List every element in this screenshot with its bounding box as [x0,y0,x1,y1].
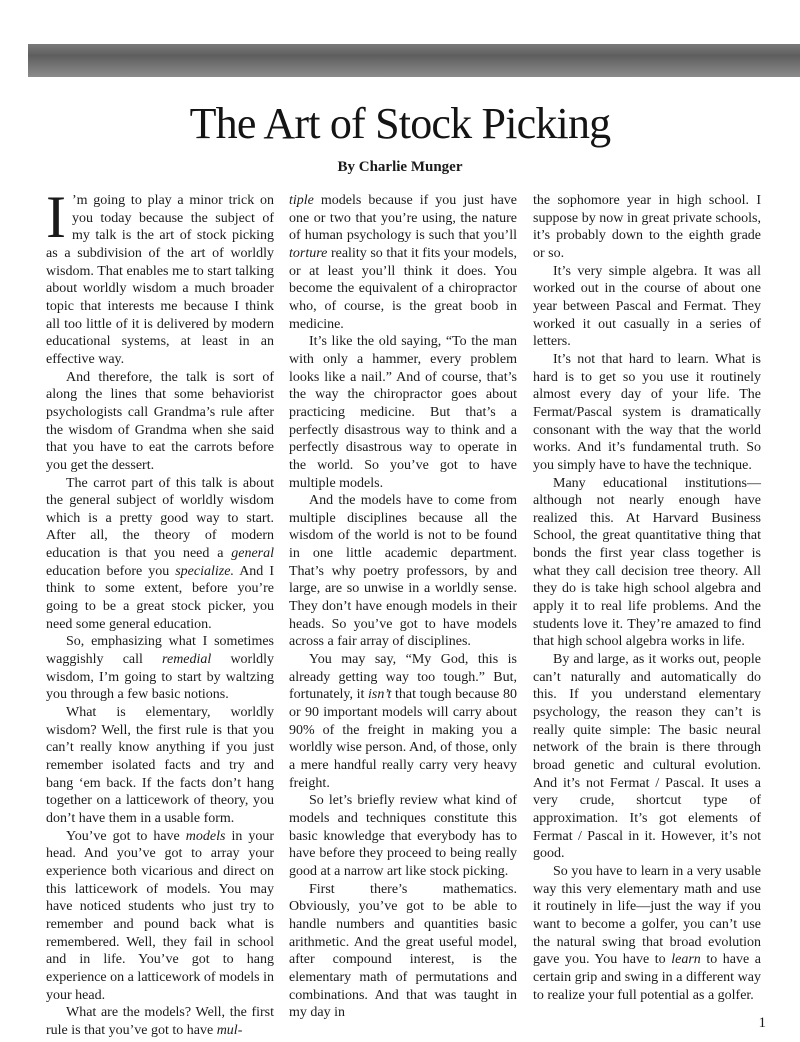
column-2 [289,192,517,1022]
drop-cap: I [46,184,66,250]
paragraph-text: ’m going to play a minor trick on you today because the subject of my talk is the art of stock picking as a subdivision of the art of worldly wisdom. That enables me to start talking about worldly wisdom a much broader topic that interests me because I think all too little of it is delivered by modern educational systems, at least in an effective way. [46,193,274,367]
column-1 [46,184,274,1040]
paragraph: It’s very simple algebra. It was all worked out in the course of about one year between Pascal and Fermat. They worked it out casually in a series of letters. [533,263,761,350]
paragraph-text: to have a certain grip and swing in a different way to realize your full potential as a golfer. [533,952,762,1003]
byline: By Charlie Munger [337,159,463,175]
paragraph-text: And I think to some extent, before you’re going to be a great stock picker, you need some general education. [46,563,274,632]
emphasis: remedial [162,652,212,668]
paragraph [46,184,274,369]
paragraph: It’s like the old saying, “To the man with only a hammer, every problem looks like a nail.” And of course, that’s the way the chiropractor goes about practicing medicine. But that’s a perfectly disastrous way to think and a perfectly disastrous way to operate in the world. So you’ve got to have multiple models. [289,334,517,491]
paragraph [46,633,274,704]
paragraph-text: So, emphasizing what I sometimes waggishly call [46,634,274,668]
emphasis: general [231,546,274,562]
paragraph-text: in your head. And you’ve got to array your experience both vicarious and direct on this latticework of models. You may have noticed students who just try to remember and pound back what is remembered. Well, they fail in school and in life. You’ve got to hang experience on a latticework of models in your head. [46,828,274,1003]
emphasis: torture [289,245,328,261]
paragraph: What is elementary, worldly wisdom? Well, the first rule is that you can’t really know anything if you just remember isolated facts and try and bang ‘em back. If the facts don’t hang together on a latticework of theory, you don’t have them in a usable form. [46,705,274,826]
paragraph: And the models have to come from multiple disciplines because all the wisdom of the world is not to be found in one little academic department. That’s why poetry professors, by and large, are so unwise in a worldly sense. They don’t have enough models in their heads. So you’ve got to have models across a fair array of disciplines. [289,493,517,650]
paragraph-text: models because if you just have one or two that you’re using, the nature of human psychology is such that you’ll [289,193,517,244]
paragraph: First there’s mathematics. Obviously, you’ve got to be able to handle numbers and quantities basic arithmetic. And the great useful model, after compound interest, is the elementary math of permutations and combinations. And that was taught in my day in [289,881,517,1021]
emphasis: tiple [289,193,314,208]
paragraph [289,651,517,792]
paragraph: So let’s briefly review what kind of models and techniques constitute this basic knowledge that everybody has to have before they proceed to being really good at a narrow art like stock picking. [289,793,517,879]
paragraph [289,192,517,333]
paragraph-text: education before you [46,563,176,579]
paragraph-text: reality so that it fits your models, or at least you’ll think it does. You become the equivalent of a chiropractor who, of course, is the great boob in medicine. [289,245,517,332]
paragraph [46,828,274,1005]
paragraph: Many educational institutions—although not nearly enough have realized this. At Harvard Business School, the great quantitative thing that bonds the first year class together is what they call decision tree theory. All they do is take high school algebra and apply it to real life problems. And the students love it. They’re amazed to find that high school algebra works in life. [533,475,761,650]
emphasis: mul- [216,1022,243,1038]
emphasis: isn’t [368,687,392,703]
header-bar [28,44,800,77]
paragraph [533,863,761,1004]
paragraph-text: The carrot part of this talk is about the general subject of worldly wisdom which is a pretty good way to start. After all, the theory of modern education is that you need a [46,475,274,562]
paragraph: It’s not that hard to learn. What is hard is to get so you use it routinely almost every day of your life. The Fermat/Pascal system is dramatically consonant with the way that the world works. And it’s fundamental truth. So you simply have to have the technique. [533,351,761,473]
paragraph [46,1004,274,1039]
emphasis: learn [671,952,701,968]
paragraph-text: You may say, “My God, this is already getting way too tough.” But, fortunately, it [289,652,517,703]
paragraph-text: worldly wisdom, I’m going to start by waltzing you through a few basic notions. [46,652,274,703]
paragraph: And therefore, the talk is sort of along the lines that some behaviorist psychologists call Grandma’s rule after the wisdom of Grandma when she said that you have to eat the carrots before you get the dessert. [46,369,274,473]
page-number: 1 [758,1015,766,1031]
emphasis: specialize. [175,563,234,579]
paragraph-text: You’ve got to have [66,828,186,844]
paragraph: the sophomore year in high school. I suppose by now in great private schools, it’s probably down to the eighth grade or so. [533,193,761,261]
paragraph-text: So you have to learn in a very usable way this very elementary math and use it routinely in life—just the way if you want to become a golfer, you can’t use the natural swing that broad evolution gave you. You have to [533,863,761,968]
paragraph: By and large, as it works out, people can’t naturally and automatically do this. If you understand elementary psychology, the reason they can’t is really quite simple: The basic neural network of the brain is there through broad genetic and cultural evolution. And it’s not Fermat / Pascal. It uses a very crude, shortcut type of approximation. It’s got elements of Fermat / Pascal in it. However, it’s not good. [533,652,761,862]
paragraph [46,475,274,634]
emphasis: models [185,828,226,844]
paragraph-text: that tough because 80 or 90 important models will carry about 90% of the freight in making you a worldly wise person. And, of those, only a mere handful really carry very heavy freight. [289,687,517,791]
article-title: The Art of Stock Picking [189,99,611,148]
column-3 [533,192,761,1004]
paragraph-text: What are the models? Well, the first rule is that you’ve got to have [46,1005,274,1038]
